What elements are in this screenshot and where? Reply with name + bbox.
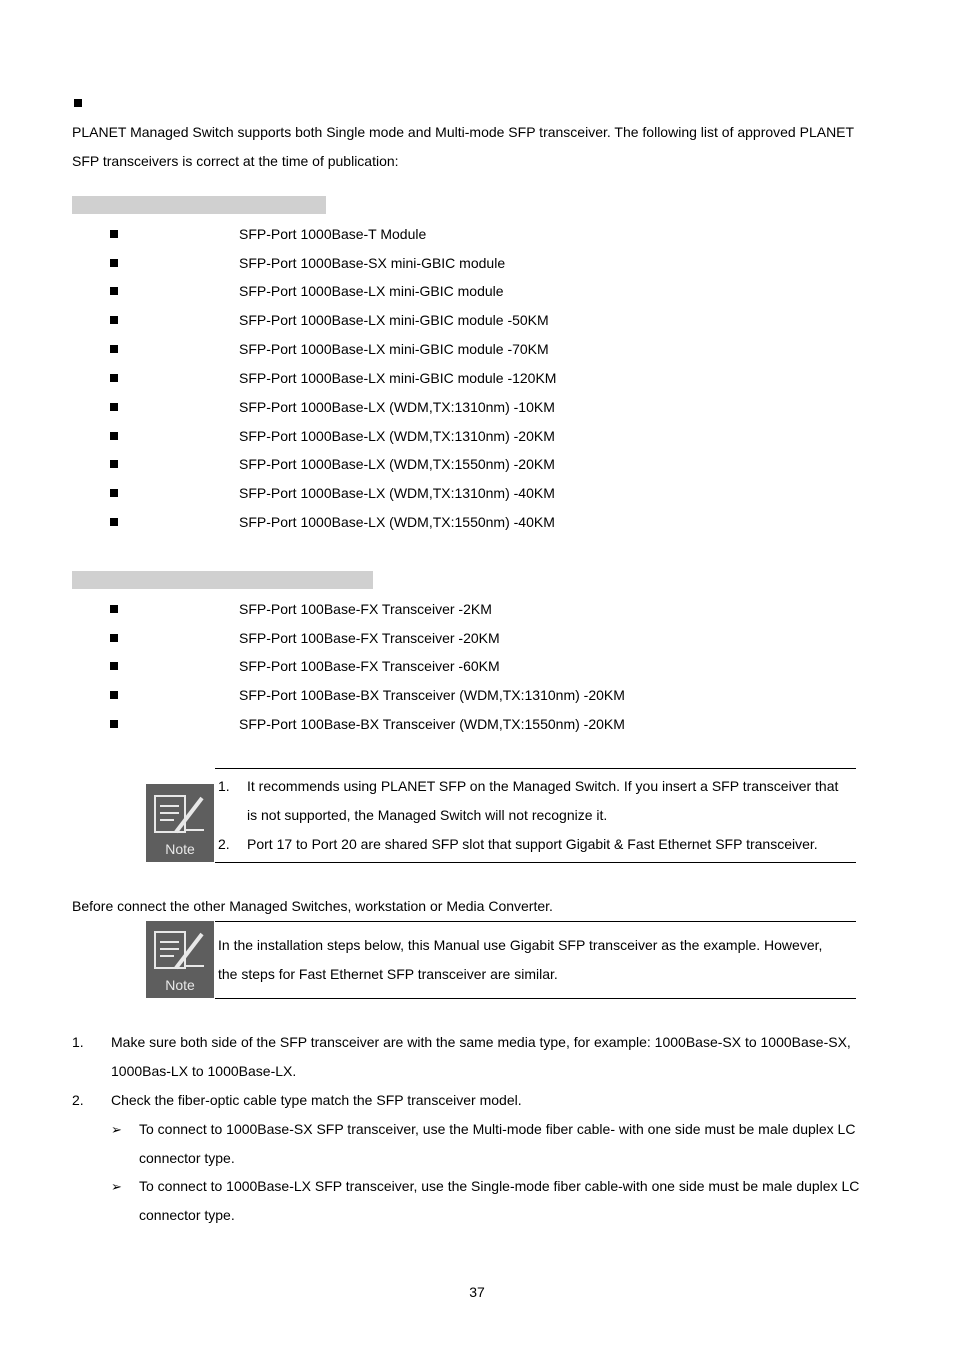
intro-paragraph: PLANET Managed Switch supports both Single mode and Multi-mode SFP transceiver. The following list of approved PLANET SFP transceivers is correct at the time of publication: xyxy=(72,124,854,169)
list-item: SFP-Port 1000Base-LX mini-GBIC module xyxy=(72,283,872,303)
bullet-icon xyxy=(110,230,118,238)
bullet-icon xyxy=(110,489,118,497)
note-box: 1. It recommends using PLANET SFP on the Managed Switch. If you insert a SFP transceiver that is not supported, the Managed Switch will not recognize it. 2. Port 17 to Port 20 are shared SFP slot that support Gigabit & Fast Ethernet SFP transceiver. xyxy=(215,768,856,863)
list-item: SFP-Port 100Base-FX Transceiver -20KM xyxy=(72,630,872,650)
gigabit-section-bar xyxy=(72,196,326,214)
bullet-icon xyxy=(110,720,118,728)
page-number: 37 xyxy=(469,1284,485,1300)
list-item: SFP-Port 1000Base-LX mini-GBIC module -70KM xyxy=(72,341,872,361)
list-item: SFP-Port 1000Base-LX (WDM,TX:1310nm) -10KM xyxy=(72,399,872,419)
list-item: SFP-Port 1000Base-LX (WDM,TX:1310nm) -40KM xyxy=(72,485,872,505)
note-icon-label: Note xyxy=(165,841,195,857)
heading-bullet xyxy=(74,99,82,107)
bullet-icon xyxy=(110,259,118,267)
list-item: SFP-Port 1000Base-LX mini-GBIC module -50KM xyxy=(72,312,872,332)
list-item: SFP-Port 1000Base-LX (WDM,TX:1550nm) -20KM xyxy=(72,456,872,476)
list-item: SFP-Port 100Base-FX Transceiver -60KM xyxy=(72,658,872,678)
note-icon-label: Note xyxy=(165,977,195,993)
bullet-icon xyxy=(110,432,118,440)
list-item: SFP-Port 100Base-BX Transceiver (WDM,TX:1310nm) -20KM xyxy=(72,687,872,707)
list-item: SFP-Port 100Base-FX Transceiver -2KM xyxy=(72,601,872,621)
list-item: SFP-Port 100Base-BX Transceiver (WDM,TX:1550nm) -20KM xyxy=(72,716,872,736)
list-item: SFP-Port 1000Base-SX mini-GBIC module xyxy=(72,255,872,275)
before-connect-text: Before connect the other Managed Switches, workstation or Media Converter. xyxy=(72,898,553,914)
bullet-icon xyxy=(110,316,118,324)
list-item: SFP-Port 1000Base-LX (WDM,TX:1550nm) -40KM xyxy=(72,514,872,534)
note-box: In the installation steps below, this Manual use Gigabit SFP transceiver as the example. However, the steps for Fast Ethernet SFP transceiver are similar. xyxy=(215,921,856,999)
arrow-bullet-icon: ➢ xyxy=(111,1179,122,1194)
note-icon xyxy=(146,784,214,862)
bullet-icon xyxy=(110,634,118,642)
bullet-icon xyxy=(110,605,118,613)
bullet-icon xyxy=(110,345,118,353)
bullet-icon xyxy=(110,662,118,670)
note-icon xyxy=(146,921,214,998)
bullet-icon xyxy=(110,691,118,699)
bullet-icon xyxy=(110,460,118,468)
fast-ethernet-section-bar xyxy=(72,571,373,589)
list-item: SFP-Port 1000Base-LX (WDM,TX:1310nm) -20KM xyxy=(72,428,872,448)
list-item: SFP-Port 1000Base-LX mini-GBIC module -120KM xyxy=(72,370,872,390)
arrow-bullet-icon: ➢ xyxy=(111,1122,122,1137)
bullet-icon xyxy=(110,403,118,411)
bullet-icon xyxy=(110,374,118,382)
list-item: SFP-Port 1000Base-T Module xyxy=(72,226,872,246)
bullet-icon xyxy=(110,287,118,295)
bullet-icon xyxy=(110,518,118,526)
